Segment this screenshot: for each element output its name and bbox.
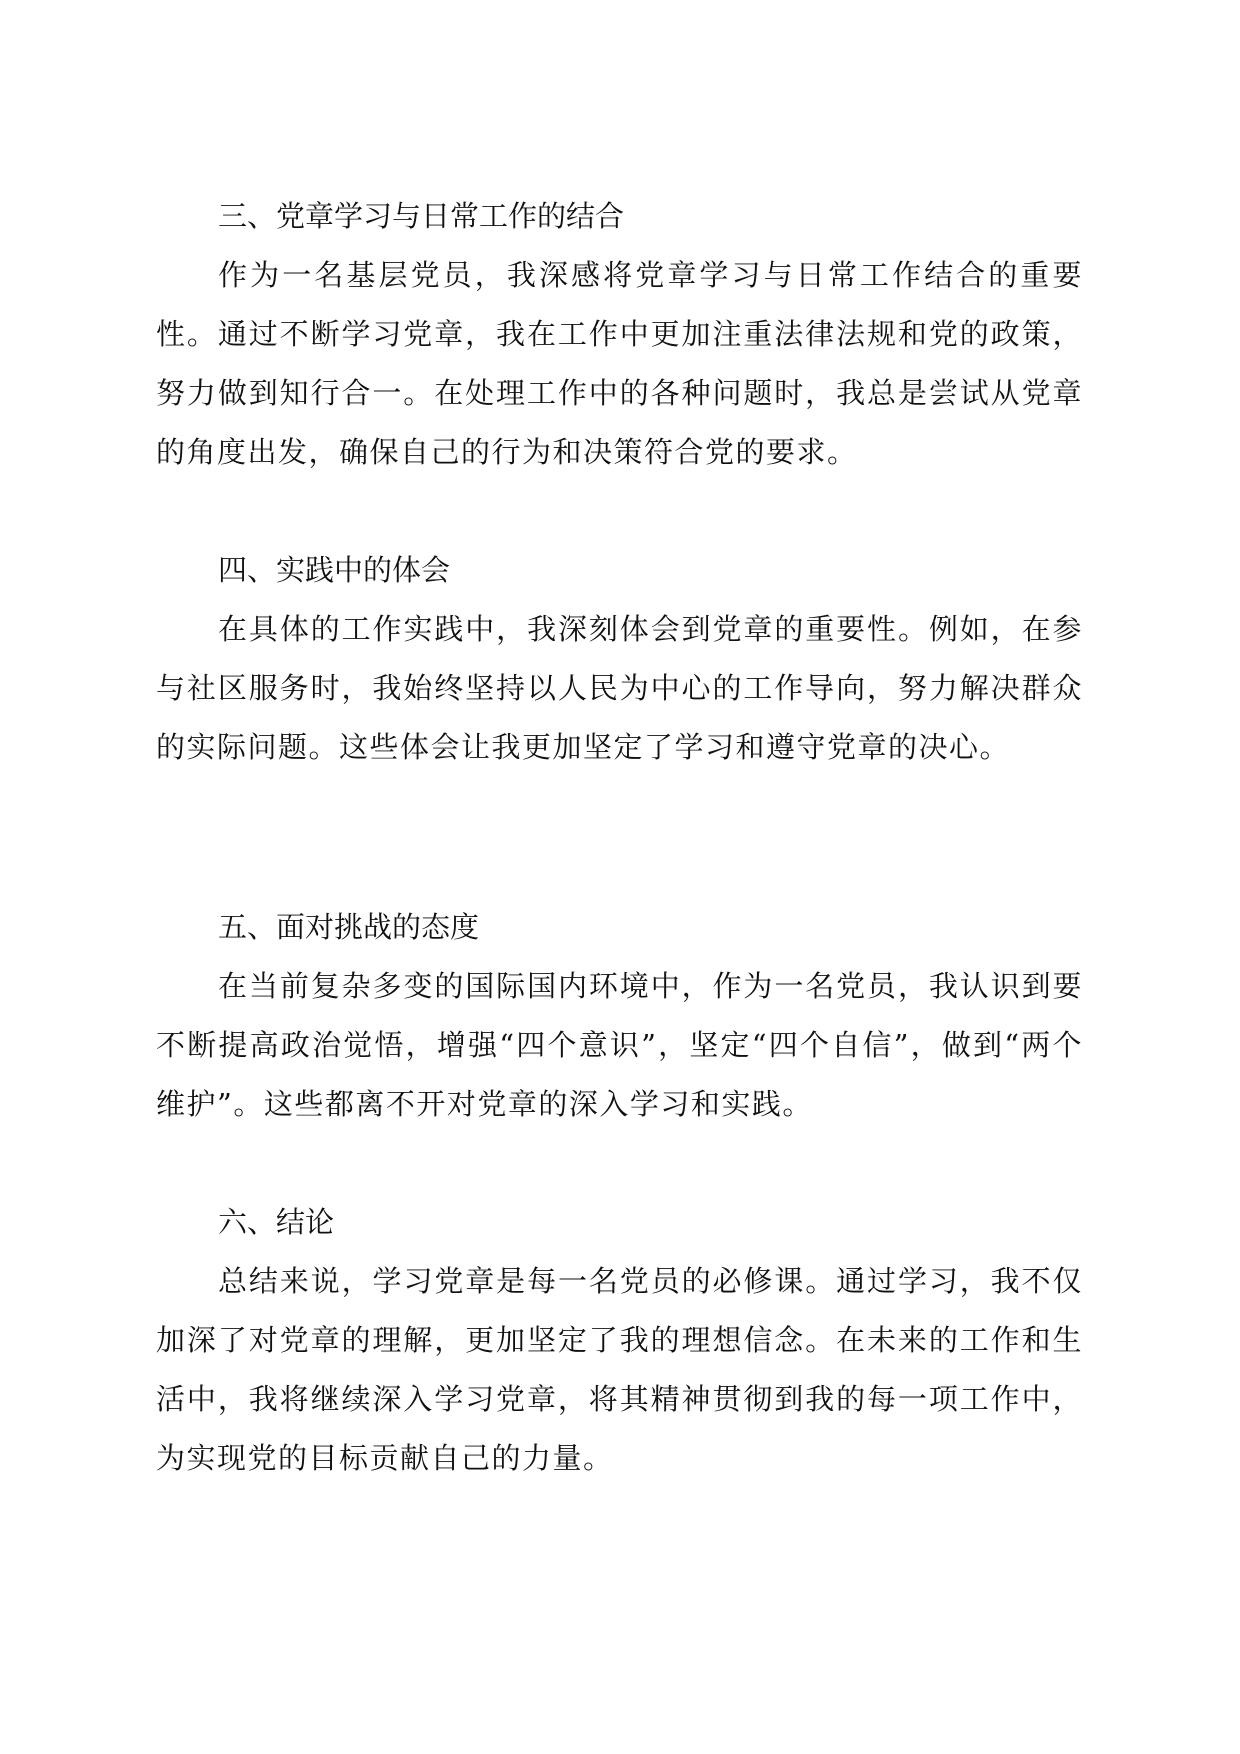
section-paragraph: 在具体的工作实践中，我深刻体会到党章的重要性。例如，在参与社区服务时，我始终坚持以人民为中心的工作导向，努力解决群众的实际问题。这些体会让我更加坚定了学习和遵守党章的决心。 bbox=[156, 612, 1083, 764]
section-heading: 六、结论 bbox=[218, 1205, 335, 1239]
section-heading: 五、面对挑战的态度 bbox=[218, 910, 480, 944]
section-heading: 三、党章学习与日常工作的结合 bbox=[218, 199, 625, 233]
section-conclusion bbox=[156, 1192, 1083, 1488]
section-party-charter-and-daily-work bbox=[156, 186, 1083, 482]
section-paragraph: 作为一名基层党员，我深感将党章学习与日常工作结合的重要性。通过不断学习党章，我在工作中更加注重法律法规和党的政策，努力做到知行合一。在处理工作中的各种问题时，我总是尝试从党章的角度出发，确保自己的行为和决策符合党的要求。 bbox=[156, 258, 1083, 469]
section-practice-experience bbox=[156, 540, 1083, 777]
section-facing-challenges bbox=[156, 897, 1083, 1134]
section-paragraph: 总结来说，学习党章是每一名党员的必修课。通过学习，我不仅加深了对党章的理解，更加坚定了我的理想信念。在未来的工作和生活中，我将继续深入学习党章，将其精神贯彻到我的每一项工作中，为实现党的目标贡献自己的力量。 bbox=[156, 1264, 1083, 1475]
section-paragraph: 在当前复杂多变的国际国内环境中，作为一名党员，我认识到要不断提高政治觉悟，增强“四个意识”，坚定“四个自信”，做到“两个维护”。这些都离不开对党章的深入学习和实践。 bbox=[156, 969, 1083, 1121]
section-heading: 四、实践中的体会 bbox=[218, 553, 451, 587]
